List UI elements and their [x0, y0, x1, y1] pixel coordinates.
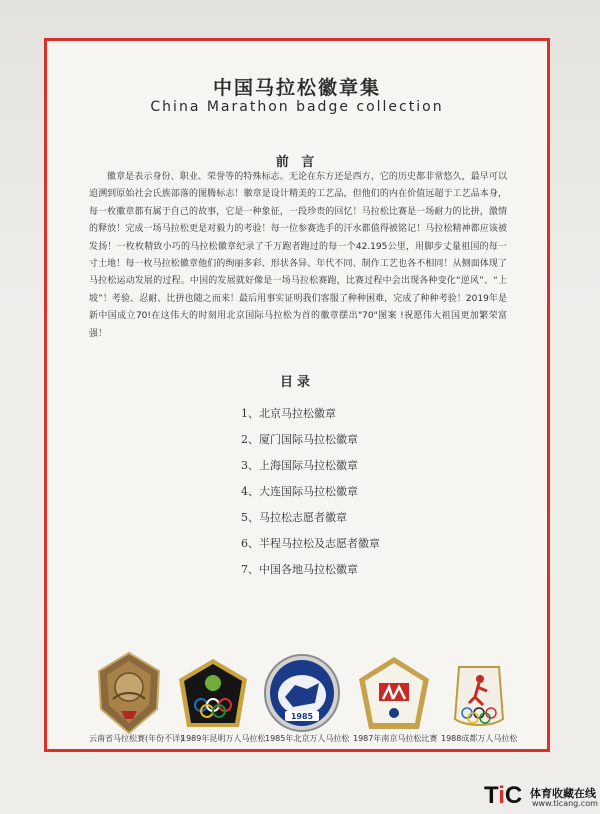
preface-text: 徽章是表示身份、职业、荣誉等的特殊标志。无论在东方还是西方，它的历史都非常悠久，最早可以追溯到原始社会氏族部落的图腾标志！徽章是设计精美的工艺品，但他们的内在价值远超于工艺品本身，每一枚徽章都有属于自己的故事，它是一种象征，一段珍贵的回忆！马拉松比赛是一场耐力的比拼，激情的释放！完成一场马拉松更是对毅力的考验！每一位参赛选手的汗水都值得被铭记！马拉松精神都应该被发扬！一枚枚精致小巧的马拉松徽章纪录了千万跑者跑过的每一个42.195公里，用脚步丈量祖国的每一寸土地！每一枚马拉松徽章他们的绚丽多彩、形状各异、年代不同、制作工艺也各不相同！从侧面体现了马拉松运动发展的过程。中国的发展就好像是一场马拉松赛跑，比赛过程中会出现各种变化“逆风”、“上坡”！考验、忍耐、比拼也随之而来！最后用事实证明我们客服了种种困难，完成了种种考验！2019年是新中国成立70!在这伟大的时刻用北京国际马拉松为首的徽章摆出"70"图案 !祝愿伟大祖国更加繁荣富强！ — [89, 172, 507, 339]
logo-letter: i — [498, 782, 505, 809]
watermark-logo — [476, 784, 600, 810]
watermark-name: 体育收藏在线 — [530, 787, 596, 800]
toc-heading: 目录 — [279, 375, 314, 390]
badge-caption: 云南省马拉松赛(年份不详) — [89, 734, 184, 743]
title-english: China Marathon badge collection — [150, 99, 444, 115]
badge-yunnan-icon — [93, 651, 165, 735]
badge-kunming-icon — [177, 657, 249, 731]
logo-letter: T — [484, 782, 499, 809]
ticang-logo-icon — [484, 782, 522, 810]
document-frame — [44, 38, 550, 752]
watermark-url: www.ticang.com — [532, 799, 598, 808]
preface-heading: 前 言 — [275, 155, 319, 170]
toc-item[interactable]: 5、马拉松志愿者徽章 — [241, 511, 347, 524]
badge-caption: 1985年北京万人马拉松 — [265, 734, 350, 743]
toc-item[interactable]: 4、大连国际马拉松徽章 — [241, 485, 358, 498]
toc-item[interactable]: 1、北京马拉松徽章 — [241, 407, 336, 420]
badge-chengdu-icon — [453, 665, 505, 731]
badge-caption: 1988成都万人马拉松 — [441, 734, 518, 743]
badge-caption: 1989年昆明万人马拉松 — [181, 734, 266, 743]
toc-item[interactable]: 2、厦门国际马拉松徽章 — [241, 433, 358, 446]
toc-item[interactable]: 7、中国各地马拉松徽章 — [241, 563, 358, 576]
badge-row — [73, 641, 527, 741]
toc-item[interactable]: 3、上海国际马拉松徽章 — [241, 459, 358, 472]
badge-caption: 1987年南京马拉松比赛 — [353, 734, 438, 743]
table-of-contents — [241, 401, 380, 583]
logo-letter: C — [504, 782, 523, 809]
svg-text:1985: 1985 — [290, 712, 314, 721]
toc-item[interactable]: 6、半程马拉松及志愿者徽章 — [241, 537, 380, 550]
badge-nanjing-icon — [357, 655, 431, 733]
title-chinese: 中国马拉松徽章集 — [212, 77, 381, 99]
badge-beijing-1985-icon — [263, 653, 341, 733]
